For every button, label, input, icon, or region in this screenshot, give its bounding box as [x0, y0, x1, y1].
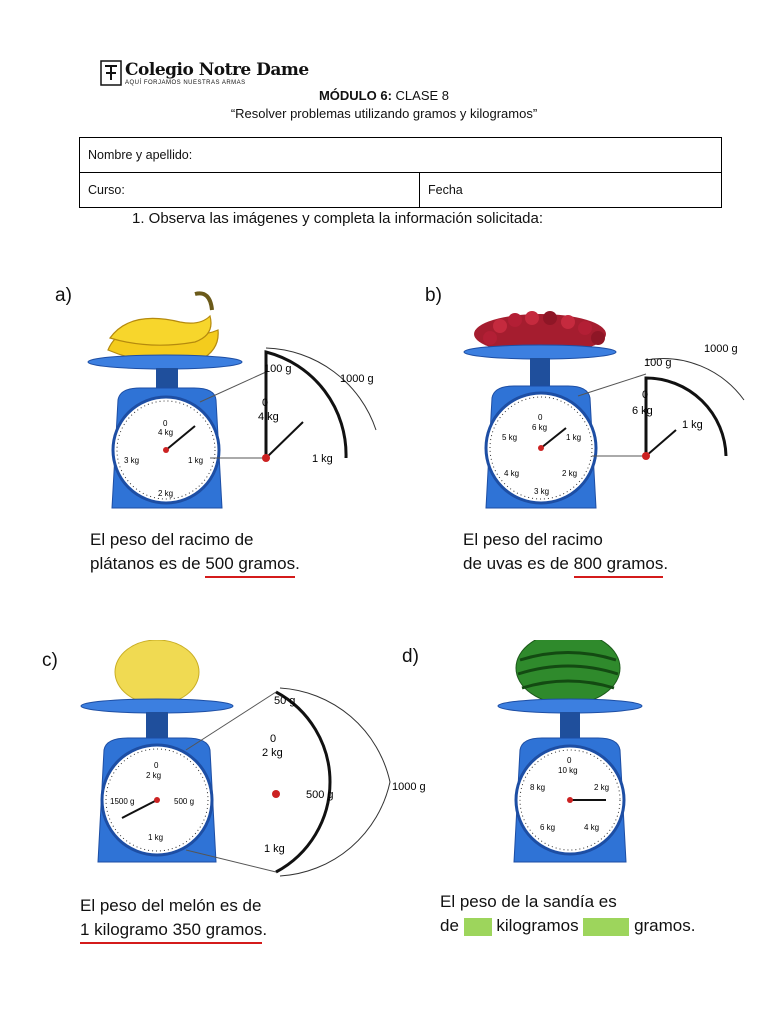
- zoom-a-100g: 100 g: [264, 363, 292, 375]
- scale-illustration-c: [40, 640, 440, 890]
- dial-c-top: 0: [154, 761, 159, 770]
- dial-a-left: 3 kg: [124, 456, 140, 465]
- dial-b-bottom: 3 kg: [534, 487, 550, 496]
- panel-d-letter: d): [402, 646, 419, 667]
- dial-d-tl: 8 kg: [530, 783, 546, 792]
- school-logo-emblem: [100, 60, 122, 86]
- student-info-table: [79, 137, 722, 208]
- dial-c-right: 500 g: [174, 797, 195, 806]
- panel-c-letter: c): [42, 650, 58, 671]
- school-logo-text: Colegio Notre Dame: [125, 60, 309, 80]
- zoom-b-100g: 100 g: [644, 357, 672, 369]
- dial-d-br: 4 kg: [584, 823, 600, 832]
- zoom-a-zero: 0: [262, 397, 269, 409]
- dial-a-top: 0: [163, 419, 168, 428]
- scale-illustration-a: [50, 280, 390, 520]
- dial-c-bottom: 1 kg: [148, 833, 164, 842]
- zoom-c-zero: 0: [270, 733, 277, 745]
- scale-illustration-b: [420, 280, 760, 520]
- school-logo-motto: AQUÍ FORJAMOS NUESTRAS ARMAS: [125, 80, 246, 86]
- panel-a-letter: a): [55, 285, 72, 306]
- caption-a-line1: El peso del racimo de: [90, 530, 254, 549]
- grams-answer-blank[interactable]: [583, 918, 629, 936]
- caption-b-line1: El peso del racimo: [463, 530, 603, 549]
- answer-a: 500 gramos: [205, 552, 295, 578]
- dial-b-r: 2 kg: [562, 469, 578, 478]
- dial-b-top: 0: [538, 413, 543, 422]
- name-label: Nombre y apellido:: [88, 148, 193, 162]
- caption-a-line2: plátanos es de: [90, 554, 206, 573]
- zoom-c-1kg: 1 kg: [264, 843, 285, 855]
- caption-a-end: .: [295, 554, 300, 573]
- answer-b: 800 gramos: [574, 552, 664, 578]
- zoom-c-kg: 2 kg: [262, 747, 283, 759]
- name-field[interactable]: [80, 138, 722, 173]
- watermelon-icon: [516, 640, 620, 704]
- caption-d-mid: kilogramos: [496, 916, 579, 935]
- dial-a-bottom: 2 kg: [158, 489, 174, 498]
- dial-d-top: 0: [567, 756, 572, 765]
- melon-icon: [115, 640, 199, 704]
- dial-a-top2: 4 kg: [158, 428, 174, 437]
- caption-b-line2: de uvas es de: [463, 554, 574, 573]
- zoom-b-1kg: 1 kg: [682, 419, 703, 431]
- banana-icon: [108, 293, 218, 362]
- panel-a: [50, 280, 390, 590]
- zoom-b-1000g: 1000 g: [704, 343, 738, 355]
- dial-b-l: 4 kg: [504, 469, 520, 478]
- zoom-c-1000g: 1000 g: [392, 781, 426, 793]
- zoom-a-kg: 4 kg: [258, 411, 279, 423]
- zoom-a-1kg: 1 kg: [312, 453, 333, 465]
- date-label: Fecha: [428, 183, 463, 197]
- answer-c: 1 kilogramo 350 gramos: [80, 918, 262, 944]
- class-label: CLASE 8: [395, 88, 450, 103]
- caption-c-line1: El peso del melón es de: [80, 896, 262, 915]
- zoom-b-zero: 0: [642, 389, 649, 401]
- panel-d: [400, 640, 760, 960]
- caption-a: [90, 528, 300, 578]
- caption-d-line1: El peso de la sandía es: [440, 892, 617, 911]
- caption-d-end: gramos.: [634, 916, 696, 935]
- dial-d-top2: 10 kg: [558, 766, 578, 775]
- dial-b-tl: 5 kg: [502, 433, 518, 442]
- dial-d-tr: 2 kg: [594, 783, 610, 792]
- dial-c-left: 1500 g: [110, 797, 135, 806]
- dial-b-top2: 6 kg: [532, 423, 548, 432]
- worksheet-subtitle: “Resolver problemas utilizando gramos y kilogramos”: [230, 106, 538, 121]
- caption-b: [463, 528, 668, 578]
- caption-b-end: .: [663, 554, 669, 573]
- panel-b-letter: b): [425, 285, 442, 306]
- dial-a-right: 1 kg: [188, 456, 204, 465]
- panel-b: [420, 280, 760, 590]
- caption-d: [440, 890, 695, 938]
- zoom-a-1000g: 1000 g: [340, 373, 374, 385]
- zoom-b-kg: 6 kg: [632, 405, 653, 417]
- caption-c: [80, 894, 267, 944]
- dial-c-top2: 2 kg: [146, 771, 162, 780]
- kilograms-answer-blank[interactable]: [464, 918, 492, 936]
- date-field[interactable]: [420, 173, 722, 208]
- caption-c-end: .: [262, 920, 268, 939]
- panel-c: [40, 640, 440, 960]
- caption-d-pre: de: [440, 916, 459, 935]
- module-title: [0, 88, 768, 103]
- instruction-text: 1. Observa las imágenes y completa la información solicitada:: [132, 210, 544, 227]
- course-label: Curso:: [88, 183, 125, 197]
- dial-b-tr: 1 kg: [566, 433, 582, 442]
- scale-illustration-d: [400, 640, 760, 890]
- module-label: MÓDULO 6:: [318, 88, 392, 103]
- zoom-c-500g: 500 g: [306, 789, 334, 801]
- course-field[interactable]: [80, 173, 420, 208]
- dial-d-bl: 6 kg: [540, 823, 556, 832]
- zoom-c-50g: 50 g: [274, 695, 296, 707]
